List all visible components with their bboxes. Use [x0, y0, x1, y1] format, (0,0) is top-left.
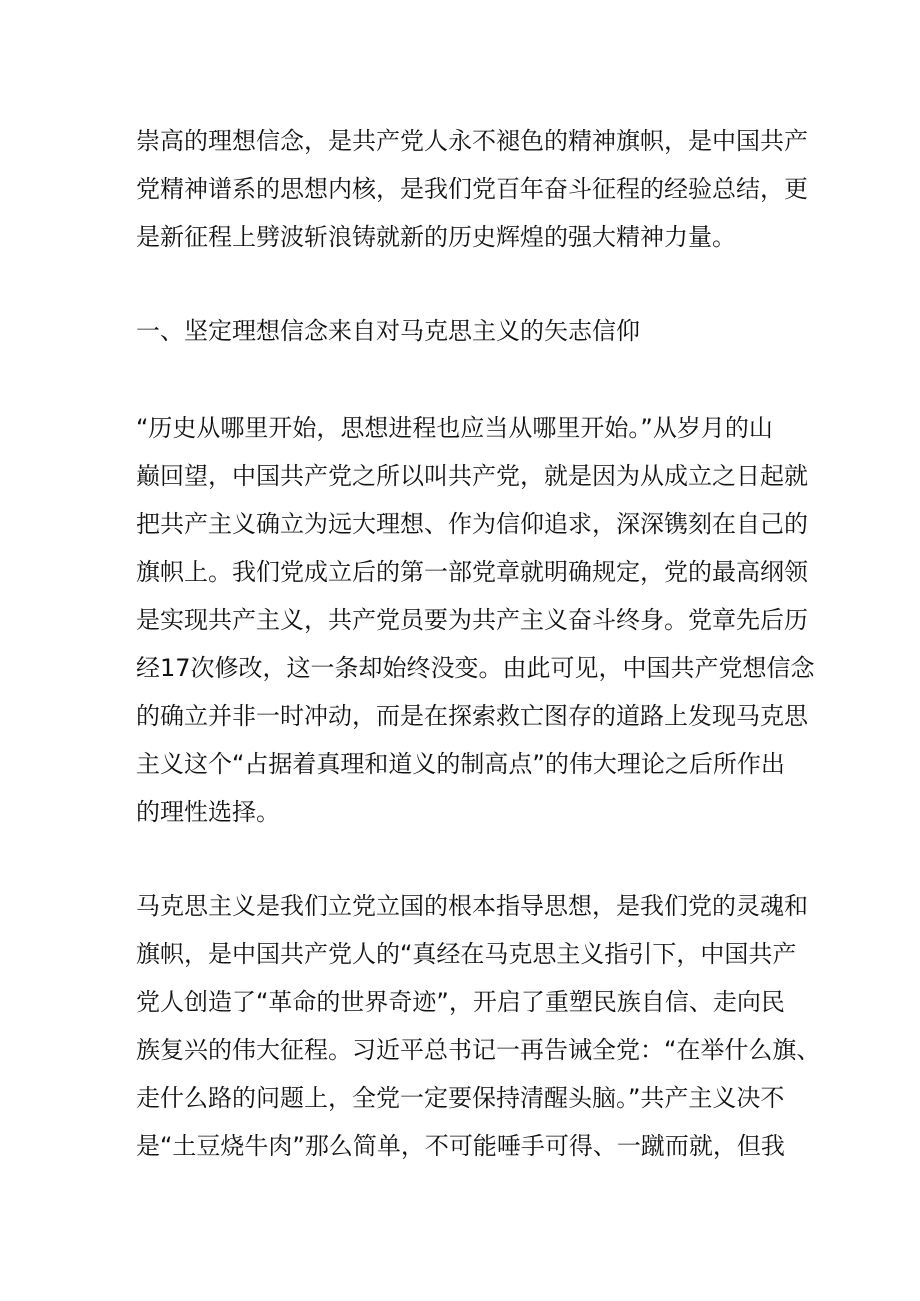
- paragraph-line: “历史从哪里开始，思想进程也应当从哪里开始。”从岁月的山: [136, 414, 773, 442]
- paragraph-line: 是“土豆烧牛肉”那么简单，不可能唾手可得、一蹴而就，但我: [136, 1132, 785, 1160]
- paragraph-line: 的确立并非一时冲动，而是在探索救亡图存的道路上发现马克思: [136, 702, 808, 730]
- paragraph-line: 经17次修改，这一条却始终没变。由此可见，中国共产党想信念: [136, 654, 815, 682]
- paragraph-line: 族复兴的伟大征程。习近平总书记一再告诫全党：“在举什么旗、: [136, 1036, 821, 1064]
- paragraph-line: 旗帜，是中国共产党人的“真经在马克思主义指引下，中国共产: [136, 940, 797, 968]
- paragraph-line: 旗帜上。我们党成立后的第一部党章就明确规定，党的最高纲领: [136, 558, 808, 586]
- paragraph-line: 走什么路的问题上，全党一定要保持清醒头脑。”共产主义决不: [136, 1084, 785, 1112]
- section-heading: 一、坚定理想信念来自对马克思主义的矢志信仰: [136, 317, 640, 345]
- paragraph-line: 巅回望，中国共产党之所以叫共产党，就是因为从成立之日起就: [136, 462, 808, 490]
- paragraph-line: 马克思主义是我们立党立国的根本指导思想，是我们党的灵魂和: [136, 892, 808, 920]
- intro-line: 崇高的理想信念，是共产党人永不褪色的精神旗帜，是中国共产: [136, 127, 808, 155]
- paragraph-line: 把共产主义确立为远大理想、作为信仰追求，深深镌刻在自己的: [136, 510, 808, 538]
- paragraph-line: 是实现共产主义，共产党员要为共产主义奋斗终身。党章先后历: [136, 606, 808, 634]
- paragraph-line: 党人创造了“革命的世界奇迹”，开启了重塑民族自信、走向民: [136, 988, 785, 1016]
- intro-line: 党精神谱系的思想内核，是我们党百年奋斗征程的经验总结，更: [136, 175, 808, 203]
- paragraph-line: 的理性选择。: [136, 798, 280, 826]
- paragraph-line: 主义这个“占据着真理和道义的制高点”的伟大理论之后所作出: [136, 750, 785, 778]
- intro-line: 是新征程上劈波斩浪铸就新的历史辉煌的强大精神力量。: [136, 223, 736, 251]
